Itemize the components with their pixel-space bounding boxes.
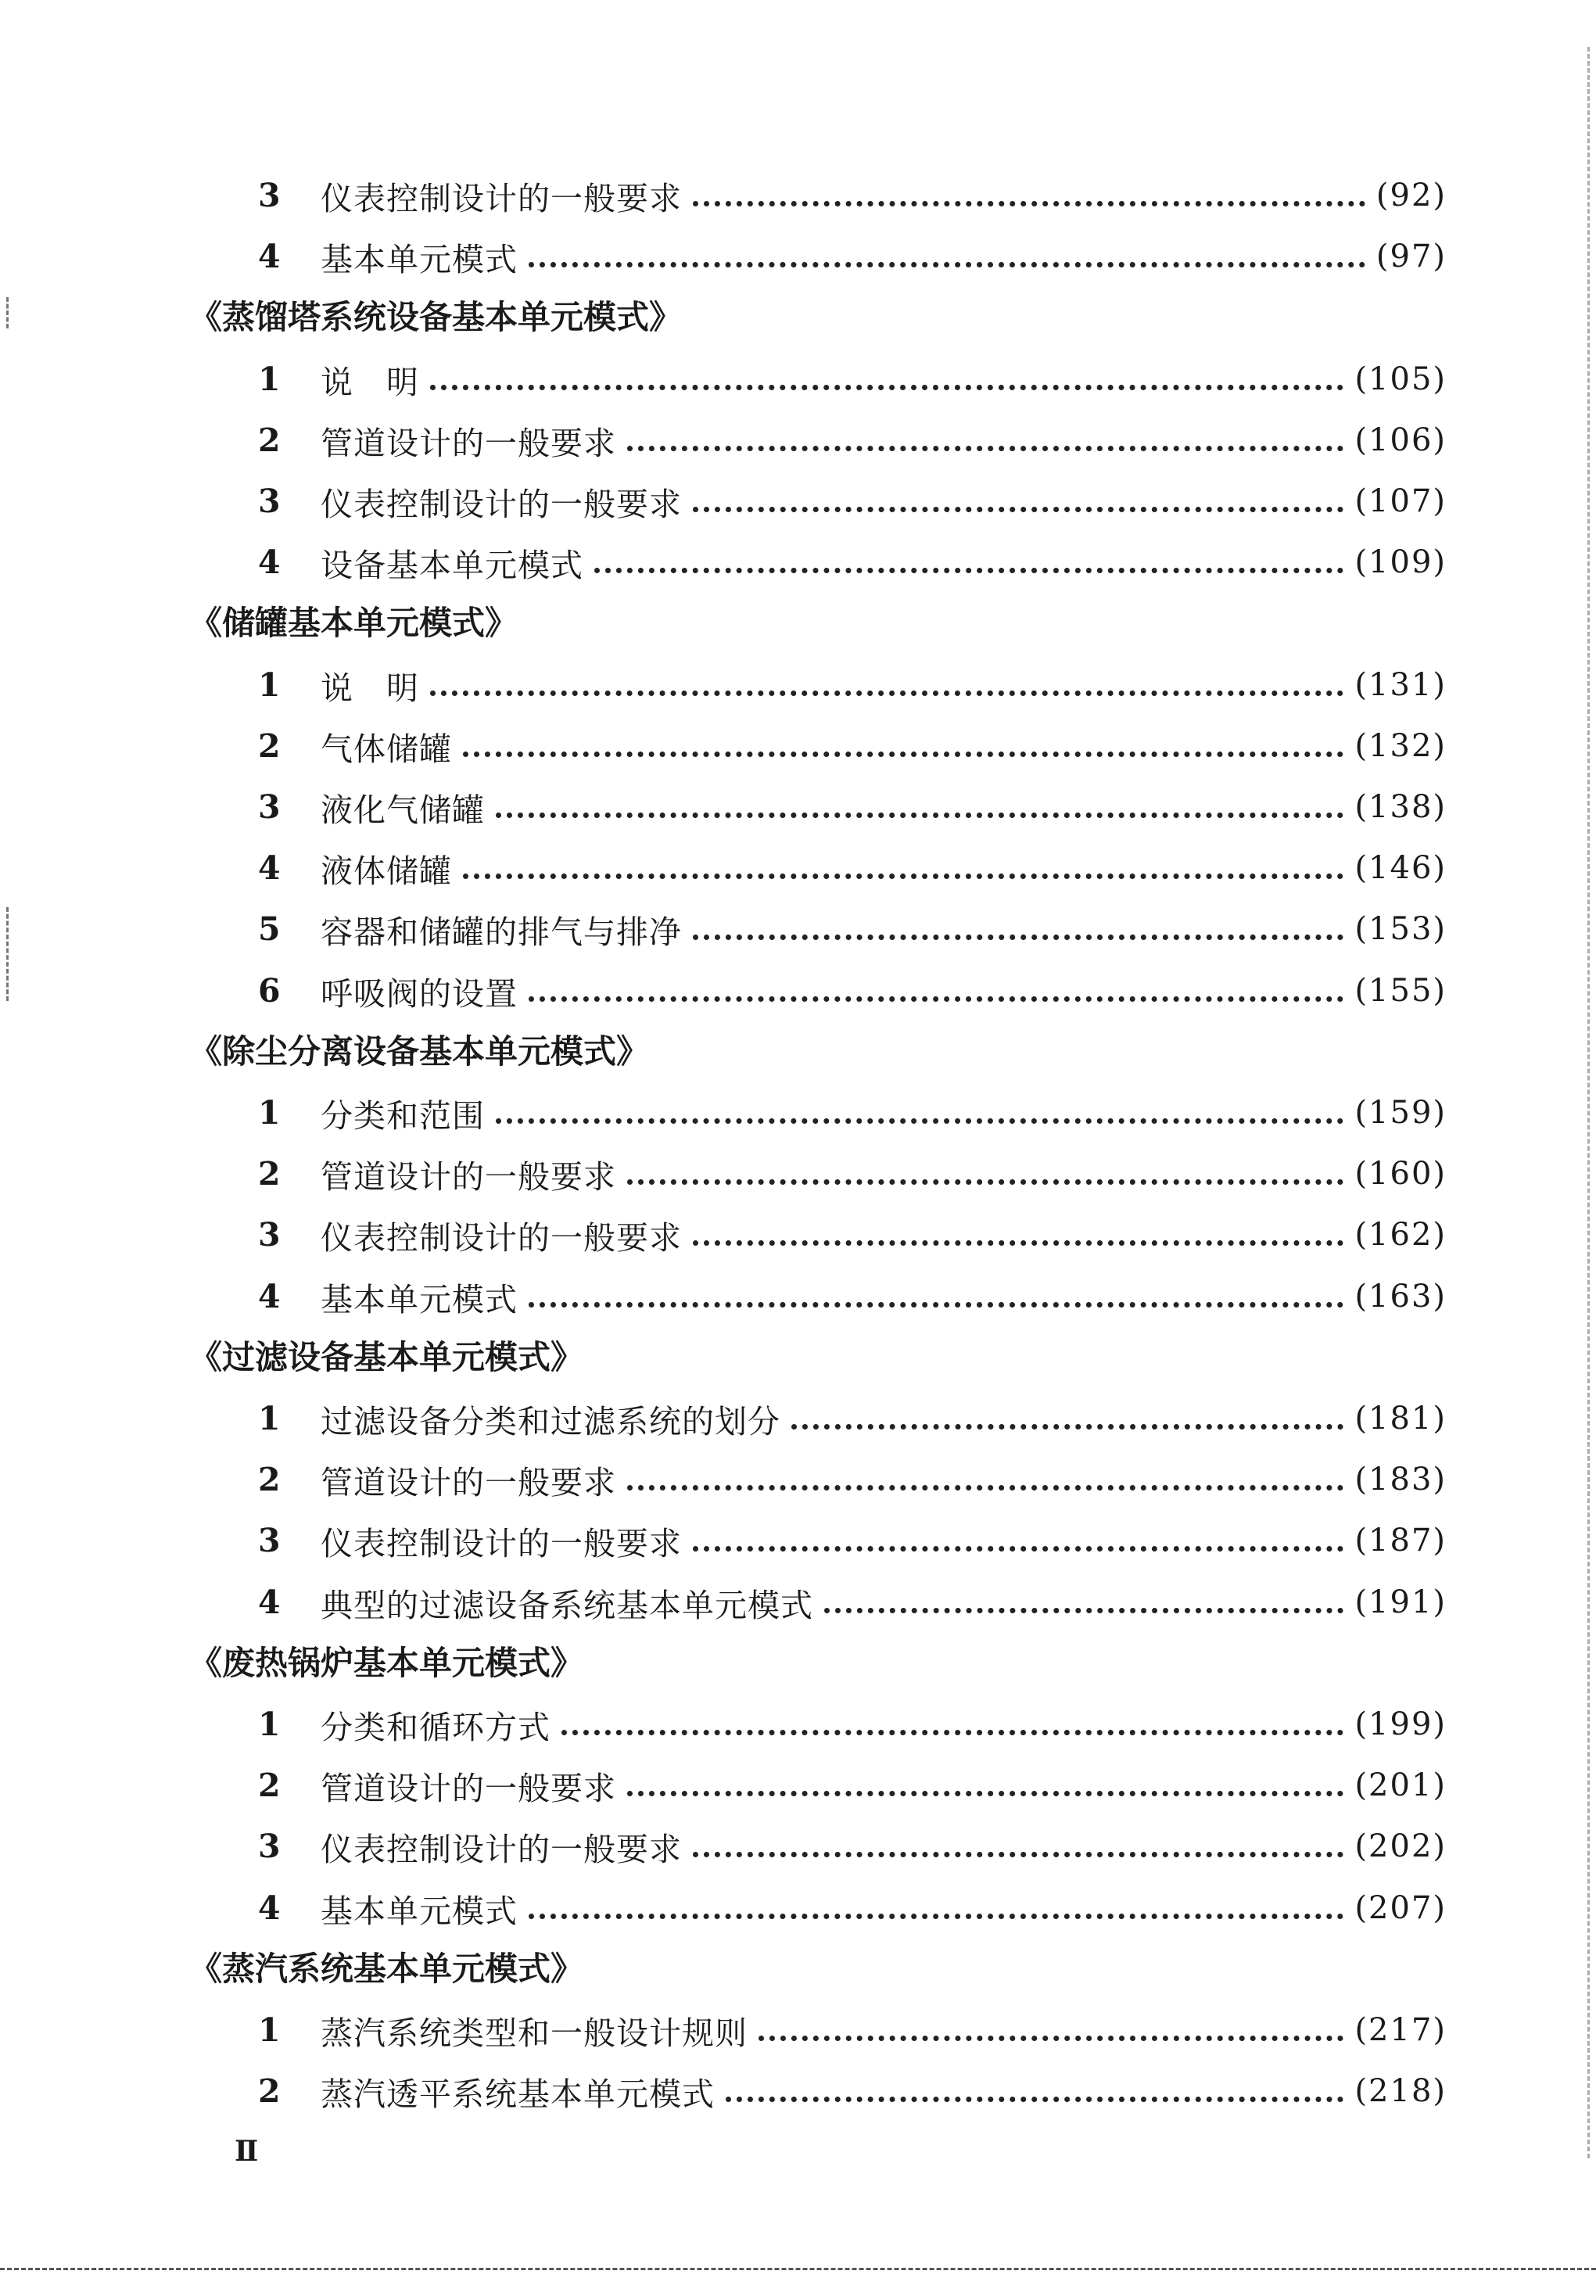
toc-entry-page: (217) [1354, 2012, 1447, 2048]
toc-entry-page: (160) [1354, 1156, 1447, 1192]
toc-entry-page: (201) [1354, 1767, 1447, 1803]
toc-entry-number: 6 [258, 972, 281, 1010]
dot-leader [693, 1240, 1343, 1246]
right-margin-mark [1587, 47, 1590, 2158]
toc-entry[interactable] [258, 1701, 1447, 1748]
toc-entry-page: (132) [1354, 728, 1447, 764]
dot-leader [726, 2097, 1343, 2102]
toc-entry-page: (138) [1354, 789, 1447, 825]
toc-entry-number: 2 [258, 1155, 281, 1193]
dot-leader [430, 691, 1343, 696]
toc-entry-number: 1 [258, 1400, 281, 1437]
dot-leader [759, 2036, 1343, 2041]
toc-entry-title: 容器和储罐的排气与排净 [321, 913, 682, 951]
toc-entry-number: 1 [258, 1706, 281, 1743]
toc-entry-number: 2 [258, 2072, 281, 2110]
left-margin-mark [6, 907, 9, 1001]
toc-entry[interactable] [258, 478, 1447, 525]
toc-entry-number: 3 [258, 1216, 281, 1254]
toc-entry-page: (153) [1354, 911, 1447, 947]
toc-section-heading: 《过滤设备基本单元模式》 [189, 1338, 584, 1376]
toc-entry-title: 分类和范围 [321, 1096, 485, 1135]
toc-entry[interactable] [258, 1762, 1447, 1809]
toc-entry[interactable] [258, 1823, 1447, 1870]
toc-entry-number: 3 [258, 177, 281, 214]
toc-entry[interactable] [258, 723, 1447, 770]
toc-entry[interactable] [258, 1395, 1447, 1442]
toc-entry-number: 1 [258, 666, 281, 704]
toc-entry-title: 仪表控制设计的一般要求 [321, 1524, 682, 1562]
dot-leader [693, 201, 1365, 206]
toc-entry-number: 3 [258, 1828, 281, 1865]
dot-leader [529, 996, 1343, 1002]
toc-entry-number: 4 [258, 238, 281, 275]
toc-entry[interactable] [258, 662, 1447, 709]
left-margin-mark [6, 297, 9, 328]
toc-entry[interactable] [258, 906, 1447, 952]
toc-entry[interactable] [258, 967, 1447, 1014]
dot-leader [693, 935, 1343, 940]
dot-leader [693, 507, 1343, 512]
toc-entry-number: 2 [258, 1767, 281, 1804]
dot-leader [430, 385, 1343, 390]
toc-entry[interactable] [258, 1150, 1447, 1197]
toc-entry-number: 5 [258, 910, 281, 948]
toc-entry-title: 基本单元模式 [321, 1280, 518, 1318]
toc-entry-title: 仪表控制设计的一般要求 [321, 1830, 682, 1868]
toc-entry-number: 2 [258, 422, 281, 459]
toc-entry-title: 仪表控制设计的一般要求 [321, 485, 682, 523]
toc-entry-number: 4 [258, 1584, 281, 1621]
toc-entry-number: 4 [258, 544, 281, 581]
toc-entry-page: (105) [1354, 361, 1447, 397]
toc-entry-number: 4 [258, 849, 281, 887]
toc-entry-title: 说 明 [321, 669, 419, 707]
toc-entry[interactable] [258, 1579, 1447, 1626]
dot-leader [627, 1791, 1343, 1796]
dot-leader [529, 1302, 1343, 1308]
toc-entry[interactable] [258, 1885, 1447, 1932]
toc-entry-page: (218) [1354, 2073, 1447, 2109]
toc-entry-title: 说 明 [321, 363, 419, 401]
toc-entry-title: 基本单元模式 [321, 1892, 518, 1930]
dot-leader [627, 1179, 1343, 1185]
toc-entry-title: 设备基本单元模式 [321, 546, 583, 584]
toc-entry-title: 管道设计的一般要求 [321, 1157, 616, 1196]
toc-entry-page: (183) [1354, 1462, 1447, 1498]
dot-leader [693, 1546, 1343, 1552]
toc-entry-title: 呼吸阀的设置 [321, 974, 518, 1013]
toc-entry[interactable] [258, 1211, 1447, 1258]
toc-section-heading: 《除尘分离设备基本单元模式》 [189, 1032, 650, 1071]
toc-entry-page: (155) [1354, 973, 1447, 1009]
toc-entry-number: 1 [258, 2011, 281, 2049]
toc-entry-page: (107) [1354, 483, 1447, 519]
toc-entry-title: 液化气储罐 [321, 791, 485, 829]
toc-entry-page: (187) [1354, 1523, 1447, 1559]
toc-entry-number: 1 [258, 361, 281, 398]
toc-entry[interactable] [258, 1517, 1447, 1564]
toc-entry[interactable] [258, 539, 1447, 586]
toc-entry-title: 仪表控制设计的一般要求 [321, 179, 682, 217]
toc-entry[interactable] [258, 417, 1447, 464]
toc-entry-number: 4 [258, 1889, 281, 1927]
dot-leader [693, 1852, 1343, 1857]
toc-entry-page: (199) [1354, 1706, 1447, 1742]
toc-entry-title: 管道设计的一般要求 [321, 1463, 616, 1501]
dot-leader [463, 752, 1343, 757]
toc-section-heading: 《蒸汽系统基本单元模式》 [189, 1950, 584, 1988]
toc-entry-page: (162) [1354, 1217, 1447, 1253]
toc-entry-title: 过滤设备分类和过滤系统的划分 [321, 1402, 780, 1440]
toc-entry[interactable] [258, 2068, 1447, 2115]
scan-edge-line [0, 2268, 1596, 2270]
toc-entry[interactable] [258, 356, 1447, 403]
toc-entry-title: 蒸汽透平系统基本单元模式 [321, 2075, 715, 2113]
toc-entry-page: (191) [1354, 1584, 1447, 1620]
toc-entry-page: (146) [1354, 850, 1447, 886]
toc-entry-number: 4 [258, 1278, 281, 1315]
dot-leader [496, 813, 1343, 818]
toc-entry[interactable] [258, 172, 1447, 219]
dot-leader [561, 1730, 1343, 1735]
dot-leader [627, 446, 1343, 451]
toc-entry-page: (159) [1354, 1095, 1447, 1131]
toc-entry-title: 管道设计的一般要求 [321, 424, 616, 462]
dot-leader [791, 1424, 1343, 1430]
toc-section-heading: 《储罐基本单元模式》 [189, 604, 518, 642]
toc-entry-title: 仪表控制设计的一般要求 [321, 1218, 682, 1257]
toc-entry-number: 3 [258, 483, 281, 520]
toc-entry-number: 3 [258, 788, 281, 826]
toc-entry-page: (97) [1375, 239, 1447, 274]
toc-entry-number: 3 [258, 1522, 281, 1559]
toc-entry[interactable] [258, 1273, 1447, 1320]
dot-leader [529, 1914, 1343, 1919]
toc-entry-page: (207) [1354, 1890, 1447, 1926]
dot-leader [496, 1118, 1343, 1124]
toc-entry-title: 管道设计的一般要求 [321, 1769, 616, 1807]
dot-leader [594, 568, 1343, 573]
toc-entry-page: (181) [1354, 1401, 1447, 1437]
toc-entry[interactable] [258, 1089, 1447, 1136]
toc-entry-title: 蒸汽系统类型和一般设计规则 [321, 2014, 748, 2052]
toc-entry-page: (109) [1354, 544, 1447, 580]
toc-entry[interactable] [258, 1456, 1447, 1503]
toc-entry[interactable] [258, 233, 1447, 280]
toc-entry[interactable] [258, 845, 1447, 891]
toc-entry-number: 2 [258, 727, 281, 765]
dot-leader [529, 262, 1365, 267]
toc-entry-page: (106) [1354, 422, 1447, 458]
toc-entry[interactable] [258, 2007, 1447, 2054]
toc-entry-title: 基本单元模式 [321, 240, 518, 278]
toc-entry[interactable] [258, 784, 1447, 831]
toc-entry-title: 分类和循环方式 [321, 1708, 551, 1746]
dot-leader [824, 1608, 1343, 1613]
toc-entry-page: (92) [1375, 178, 1447, 213]
dot-leader [463, 874, 1343, 879]
toc-entry-title: 典型的过滤设备系统基本单元模式 [321, 1586, 813, 1624]
dot-leader [627, 1485, 1343, 1491]
toc-entry-number: 2 [258, 1461, 281, 1498]
toc-section-heading: 《废热锅炉基本单元模式》 [189, 1644, 584, 1682]
toc-entry-page: (131) [1354, 667, 1447, 703]
toc-entry-title: 液体储罐 [321, 852, 452, 890]
toc-entry-page: (163) [1354, 1279, 1447, 1315]
toc-entry-number: 1 [258, 1094, 281, 1132]
toc-entry-page: (202) [1354, 1828, 1447, 1864]
toc-entry-title: 气体储罐 [321, 730, 452, 768]
toc-section-heading: 《蒸馏塔系统设备基本单元模式》 [189, 298, 683, 336]
page-number-roman: Ⅱ [235, 2135, 259, 2168]
